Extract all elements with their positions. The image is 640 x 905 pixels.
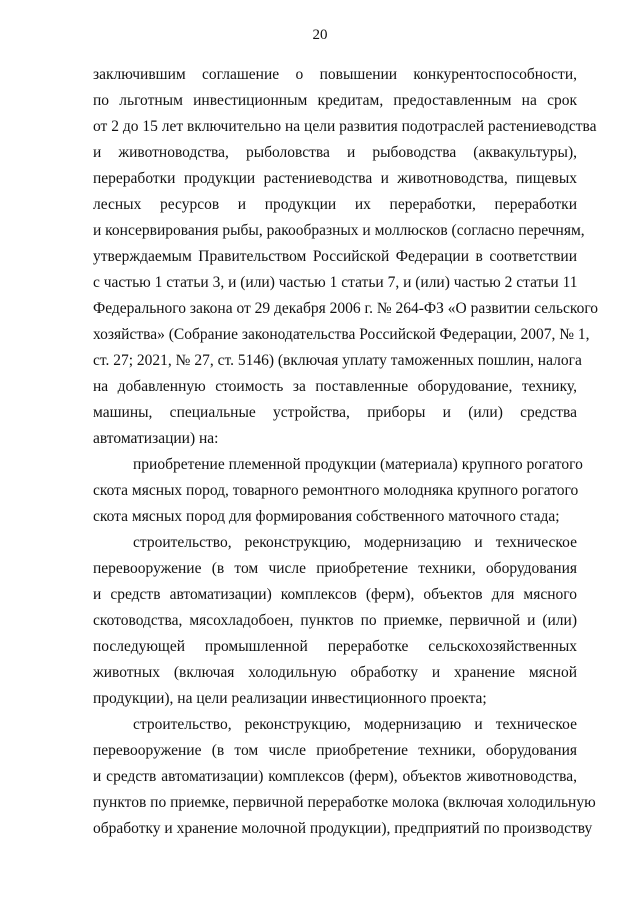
text-line: животных (включая холодильную обработку и хранение мясной — [93, 664, 577, 681]
text-line: приобретение племенной продукции (материала) крупного рогатого — [133, 456, 583, 473]
text-line: строительство, реконструкцию, модернизацию и техническое — [133, 716, 577, 733]
text-line: и средств автоматизации) комплексов (ферм), объектов для мясного — [93, 586, 577, 603]
text-line: переработки продукции растениеводства и животноводства, пищевых — [93, 170, 577, 187]
text-line: утверждаемым Правительством Российской Федерации в соответствии — [93, 248, 577, 265]
text-line: скота мясных пород для формирования собственного маточного стада; — [93, 508, 560, 525]
text-line: строительство, реконструкцию, модернизацию и техническое — [133, 534, 577, 551]
text-line: от 2 до 15 лет включительно на цели развития подотраслей растениеводства — [93, 118, 597, 135]
text-line: заключившим соглашение о повышении конкурентоспособности, — [93, 66, 577, 83]
text-line: хозяйства» (Собрание законодательства Российской Федерации, 2007, № 1, — [93, 326, 590, 343]
text-line: лесных ресурсов и продукции их переработки, переработки — [93, 196, 577, 213]
text-line: ст. 27; 2021, № 27, ст. 5146) (включая уплату таможенных пошлин, налога — [93, 352, 582, 369]
text-line: с частью 1 статьи 3, и (или) частью 1 статьи 7, и (или) частью 2 статьи 11 — [93, 274, 578, 291]
text-line: скотоводства, мясохладобоен, пунктов по приемке, первичной и (или) — [93, 612, 577, 629]
text-line: Федерального закона от 29 декабря 2006 г. № 264-ФЗ «О развитии сельского — [93, 300, 599, 317]
text-line: скота мясных пород, товарного ремонтного молодняка крупного рогатого — [93, 482, 579, 499]
text-line: продукции), на цели реализации инвестиционного проекта; — [93, 690, 487, 707]
text-line: по льготным инвестиционным кредитам, предоставленным на срок — [93, 92, 577, 109]
text-line: автоматизации) на: — [93, 430, 219, 447]
text-line: и консервирования рыбы, ракообразных и моллюсков (согласно перечням, — [93, 222, 585, 239]
text-line: перевооружение (в том числе приобретение техники, оборудования — [93, 560, 577, 577]
text-line: машины, специальные устройства, приборы и (или) средства — [93, 404, 577, 421]
text-line: на добавленную стоимость за поставленные оборудование, технику, — [93, 378, 577, 395]
text-line: и животноводства, рыболовства и рыбоводства (аквакультуры), — [93, 144, 577, 161]
text-line: пунктов по приемке, первичной переработке молока (включая холодильную — [93, 794, 596, 811]
text-line: и средств автоматизации) комплексов (ферм), объектов животноводства, — [93, 768, 577, 785]
text-line: обработку и хранение молочной продукции), предприятий по производству — [93, 820, 593, 837]
text-line: перевооружение (в том числе приобретение техники, оборудования — [93, 742, 577, 759]
text-line: последующей промышленной переработке сельскохозяйственных — [93, 638, 577, 655]
page-number: 20 — [312, 27, 328, 43]
